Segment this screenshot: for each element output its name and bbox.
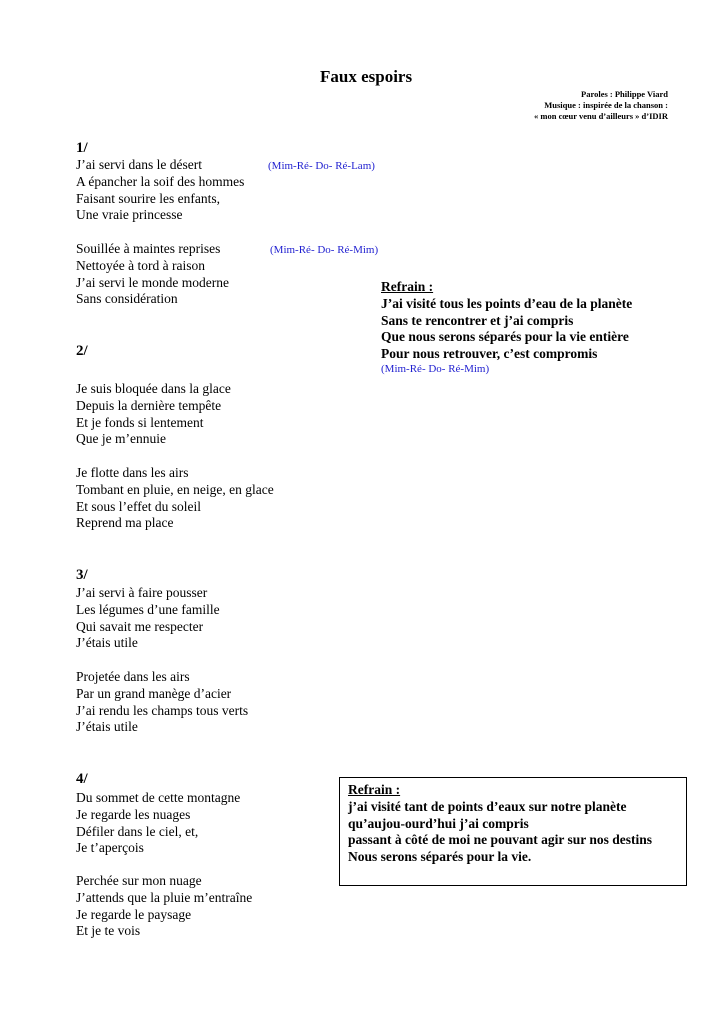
verse-line: Je flotte dans les airs [76,465,189,480]
verse-line: Et je fonds si lentement [76,414,204,430]
verse-line: J’ai servi à faire pousser [76,585,208,600]
verse-line: Je suis bloquée dans la glace [76,381,231,396]
verse-4-stanza-1 [76,790,240,857]
refrain-line: Que nous serons séparés pour la vie entière [381,329,629,345]
refrain-2 [348,782,652,866]
credits-song: « mon cœur venu d’ailleurs » d’IDIR [534,111,668,121]
verse-line: Par un grand manège d’acier [76,685,232,701]
refrain-line: passant à côté de moi ne pouvant agir sur nos destins [348,832,653,848]
verse-line: Je regarde le paysage [76,906,192,922]
refrain-line: Sans te rencontrer et j’ai compris [381,312,574,328]
credits [534,89,668,122]
verse-line: Qui savait me respecter [76,618,204,634]
verse-line: J’attends que la pluie m’entraîne [76,889,253,905]
verse-line: Je regarde les nuages [76,806,191,822]
verse-line: Depuis la dernière tempête [76,397,222,413]
chord-line-2: (Mim-Ré- Do- Ré-Mim) [270,244,379,256]
verse-1-number: 1/ [76,140,88,156]
verse-2-number: 2/ [76,343,88,359]
verse-line: Défiler dans le ciel, et, [76,823,199,839]
verse-line: Les légumes d’une famille [76,601,220,617]
refrain-1 [381,279,632,363]
verse-line: Reprend ma place [76,515,174,531]
refrain-title: Refrain : [348,782,401,797]
refrain-title: Refrain : [381,279,434,294]
verse-line: J’étais utile [76,719,138,735]
verse-3-stanza-1 [76,585,220,652]
verse-line: Sans considération [76,291,178,307]
verse-line: Et je te vois [76,923,141,939]
verse-line: Nettoyée à tord à raison [76,257,205,273]
verse-4-number: 4/ [76,771,88,787]
verse-2-stanza-2 [76,465,274,532]
verse-line: Projetée dans les airs [76,669,190,684]
refrain-line: j’ai visité tant de points d’eaux sur notre planète [348,798,627,814]
verse-line: Que je m’ennuie [76,431,166,447]
refrain-line: Pour nous retrouver, c’est compromis [381,346,598,362]
verse-line: Tombant en pluie, en neige, en glace [76,481,274,497]
verse-line: Je t’aperçois [76,840,144,856]
verse-line: Souillée à maintes reprises [76,241,221,256]
verse-line: Faisant sourire les enfants, [76,190,220,206]
verse-line: Perchée sur mon nuage [76,873,202,888]
verse-1-stanza-2 [76,241,229,308]
credits-music: Musique : inspirée de la chanson : [544,100,668,110]
refrain-line: qu’aujou-ourd’hui j’ai compris [348,815,529,831]
refrain-chord: (Mim-Ré- Do- Ré-Mim) [381,363,490,375]
refrain-line: Nous serons séparés pour la vie. [348,849,532,865]
verse-1-stanza-1 [76,157,244,224]
verse-line: J’étais utile [76,635,138,651]
verse-line: A épancher la soif des hommes [76,173,245,189]
refrain-line: J’ai visité tous les points d’eau de la planète [381,295,633,311]
verse-line: J’ai rendu les champs tous verts [76,702,249,718]
verse-line: Une vraie princesse [76,207,183,223]
verse-3-stanza-2 [76,669,248,736]
verse-4-stanza-2 [76,873,252,940]
chord-line-1: (Mim-Ré- Do- Ré-Lam) [268,160,375,172]
verse-2-stanza-1 [76,381,231,448]
verse-3-number: 3/ [76,567,88,583]
page-title: Faux espoirs [320,67,413,86]
verse-line: Du sommet de cette montagne [76,790,241,805]
verse-line: J’ai servi le monde moderne [76,274,229,290]
verse-line: J’ai servi dans le désert [76,157,202,172]
credits-lyrics: Paroles : Philippe Viard [581,89,668,99]
verse-line: Et sous l’effet du soleil [76,498,201,514]
